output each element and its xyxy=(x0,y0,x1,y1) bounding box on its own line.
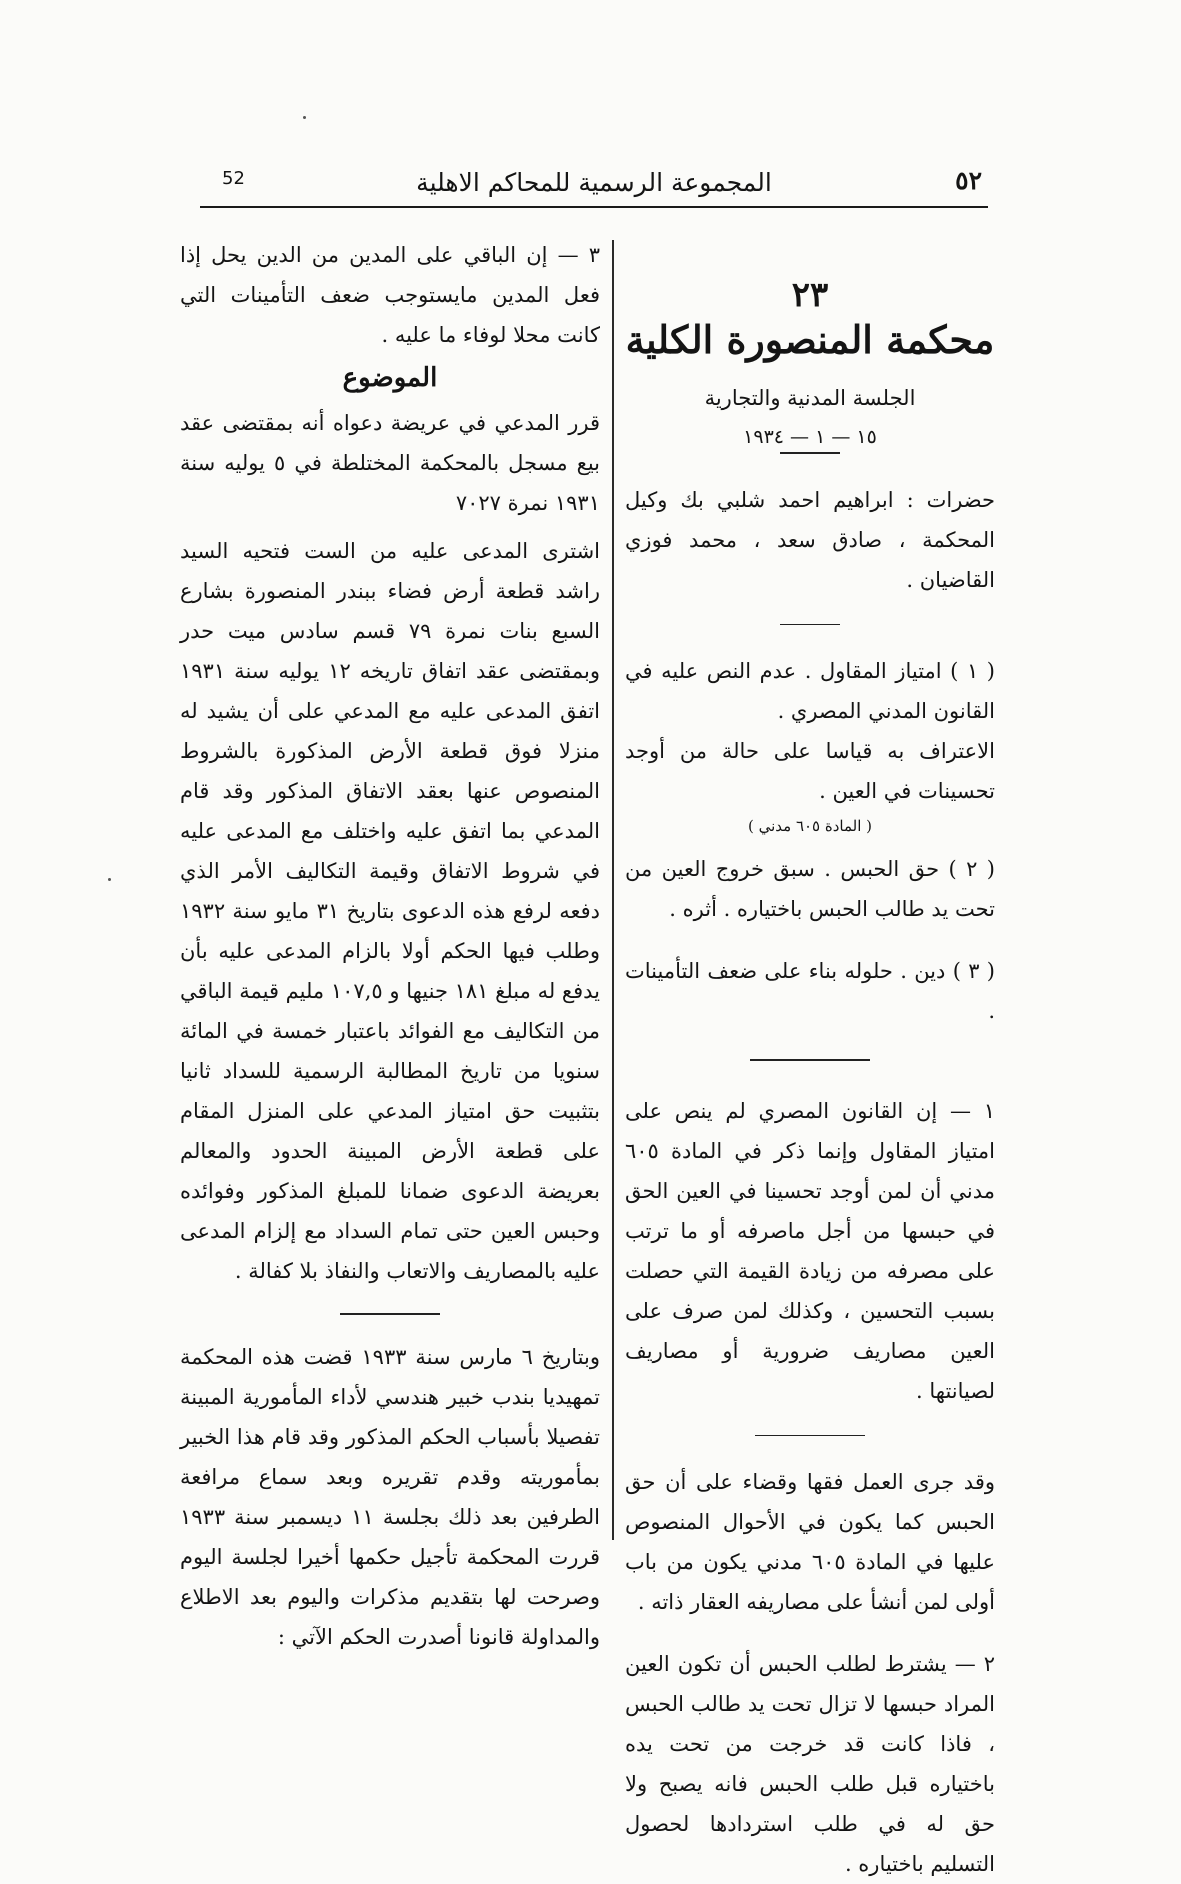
headnote-1-cont: الاعتراف به قياسا على حالة من أوجد تحسينات في العين . xyxy=(625,739,995,803)
headnote-3: ( ٣ ) دين . حلوله بناء على ضعف التأمينات . xyxy=(625,959,995,1023)
divider xyxy=(780,624,840,626)
speck xyxy=(303,116,306,119)
divider xyxy=(750,1059,870,1061)
principle-paragraph-3: ٣ — إن الباقي على المدين من الدين يحل إذا فعل المدين مايستوجب ضعف التأمينات التي كانت محلا لوفاء ما عليه . xyxy=(180,243,600,347)
page-number-arabic: ٥٢ xyxy=(955,166,982,195)
headnote-1-article: ( المادة ٦٠٥ مدني ) xyxy=(747,817,873,835)
principle-paragraph-1b: وقد جرى العمل فقها وقضاء على أن حق الحبس كما يكون في الأحوال المنصوص عليها في المادة ٦٠٥ مدني يكون من باب أولى لمن أنشأ على مصاريفه العقار ذاته . xyxy=(625,1470,996,1614)
divider xyxy=(340,1313,440,1315)
judges-list: حضرات : ابراهيم احمد شلبي بك وكيل المحكمة ، صادق سعد ، محمد فوزي القاضيان . xyxy=(625,487,995,592)
principle-paragraph-2: ٢ — يشترط لطلب الحبس أن تكون العين المراد حبسها لا تزال تحت يد طالب الحبس ، فاذا كانت قد خرجت من تحت يده باختياره قبل طلب الحبس فانه يصبح ولا حق له في طلب استردادها لحصول التسليم باختياره . xyxy=(625,1652,995,1876)
judgment-date: ١٥ — ١ — ١٩٣٤ xyxy=(743,426,877,448)
left-column xyxy=(180,235,600,1657)
facts-paragraph-1: قرر المدعي في عريضة دعواه أنه بمقتضى عقد بيع مسجل بالمحكمة المختلطة في ٥ يوليه سنة ١٩٣١ نمرة ٧٠٢٧ xyxy=(180,411,600,515)
right-column xyxy=(625,275,995,1884)
column-divider xyxy=(612,240,614,1540)
running-title: المجموعة الرسمية للمحاكم الاهلية xyxy=(416,168,772,197)
headnote-2: ( ٢ ) حق الحبس . سبق خروج العين من تحت يد طالب الحبس باختياره . أثره . xyxy=(625,857,996,921)
divider xyxy=(755,1435,865,1437)
session-label: الجلسة المدنية والتجارية xyxy=(704,386,916,410)
court-name: محكمة المنصورة الكلية xyxy=(625,317,995,362)
divider xyxy=(780,452,840,454)
facts-paragraph-3: وبتاريخ ٦ مارس سنة ١٩٣٣ قضت هذه المحكمة تمهيديا بندب خبير هندسي لأداء المأمورية المبينة تفصيلا بأسباب الحكم المذكور وقد قام هذا الخبير بمأموريته وقدم تقريره وبعد سماع مرافعة الطرفين بعد ذلك بجلسة ١١ ديسمبر سنة ١٩٣٣ قررت المحكمة تأجيل حكمها أخيرا لجلسة اليوم وصرحت لها بتقديم مذكرات واليوم بعد الاطلاع والمداولة قانونا أصدرت الحكم الآتي : xyxy=(180,1344,600,1649)
headnote-1: ( ١ ) امتياز المقاول . عدم النص عليه في القانون المدني المصري . xyxy=(625,659,995,723)
facts-paragraph-2: اشترى المدعى عليه من الست فتحيه السيد راشد قطعة أرض فضاء ببندر المنصورة بشارع السبع بنات نمرة ٧٩ قسم سادس ميت حدر وبمقتضى عقد اتفاق تاريخه ١٢ يوليه سنة ١٩٣١ اتفق المدعى عليه مع المدعي على أن يشيد له منزلا فوق قطعة الأرض المذكورة بالشروط المنصوص عنها بعقد الاتفاق المذكور وقد قام المدعي بما اتفق عليه واختلف مع المدعى عليه في شروط الاتفاق وقيمة التكاليف الأمر الذي دفعه لرفع هذه الدعوى بتاريخ ٣١ مايو سنة ١٩٣٢ وطلب فيها الحكم أولا بالزام المدعى عليه بأن يدفع له مبلغ ١٨١ جنيها و ١٠٧,٥ مليم قيمة الباقي من التكاليف مع الفوائد باعتبار خمسة في المائة سنويا من تاريخ المطالبة الرسمية للسداد ثانيا بتثبيت حق امتياز المدعي على المنزل المقام على قطعة الأرض المبينة الحدود والمعالم بعريضة الدعوى ضمانا للمبلغ المذكور وفوائده وحبس العين حتى تمام السداد مع إلزام المدعى عليه بالمصاريف والاتعاب والنفاذ بلا كفالة . xyxy=(180,539,601,1283)
topic-heading: الموضوع xyxy=(342,363,438,393)
speck xyxy=(108,878,111,881)
page-header xyxy=(200,168,988,208)
page-number-latin: 52 xyxy=(222,168,245,189)
case-number: ٢٣ xyxy=(791,275,829,315)
principle-paragraph-1: ١ — إن القانون المصري لم ينص على امتياز المقاول وإنما ذكر في المادة ٦٠٥ مدني أن لمن أوجد تحسينا في العين الحق في حبسها من أجل ماصرفه أو ما ترتب على مصرفه من زيادة القيمة التي حصلت بسبب التحسين ، وكذلك لمن صرف على العين مصاريف ضرورية أو مصاريف لصيانتها . xyxy=(625,1098,995,1403)
